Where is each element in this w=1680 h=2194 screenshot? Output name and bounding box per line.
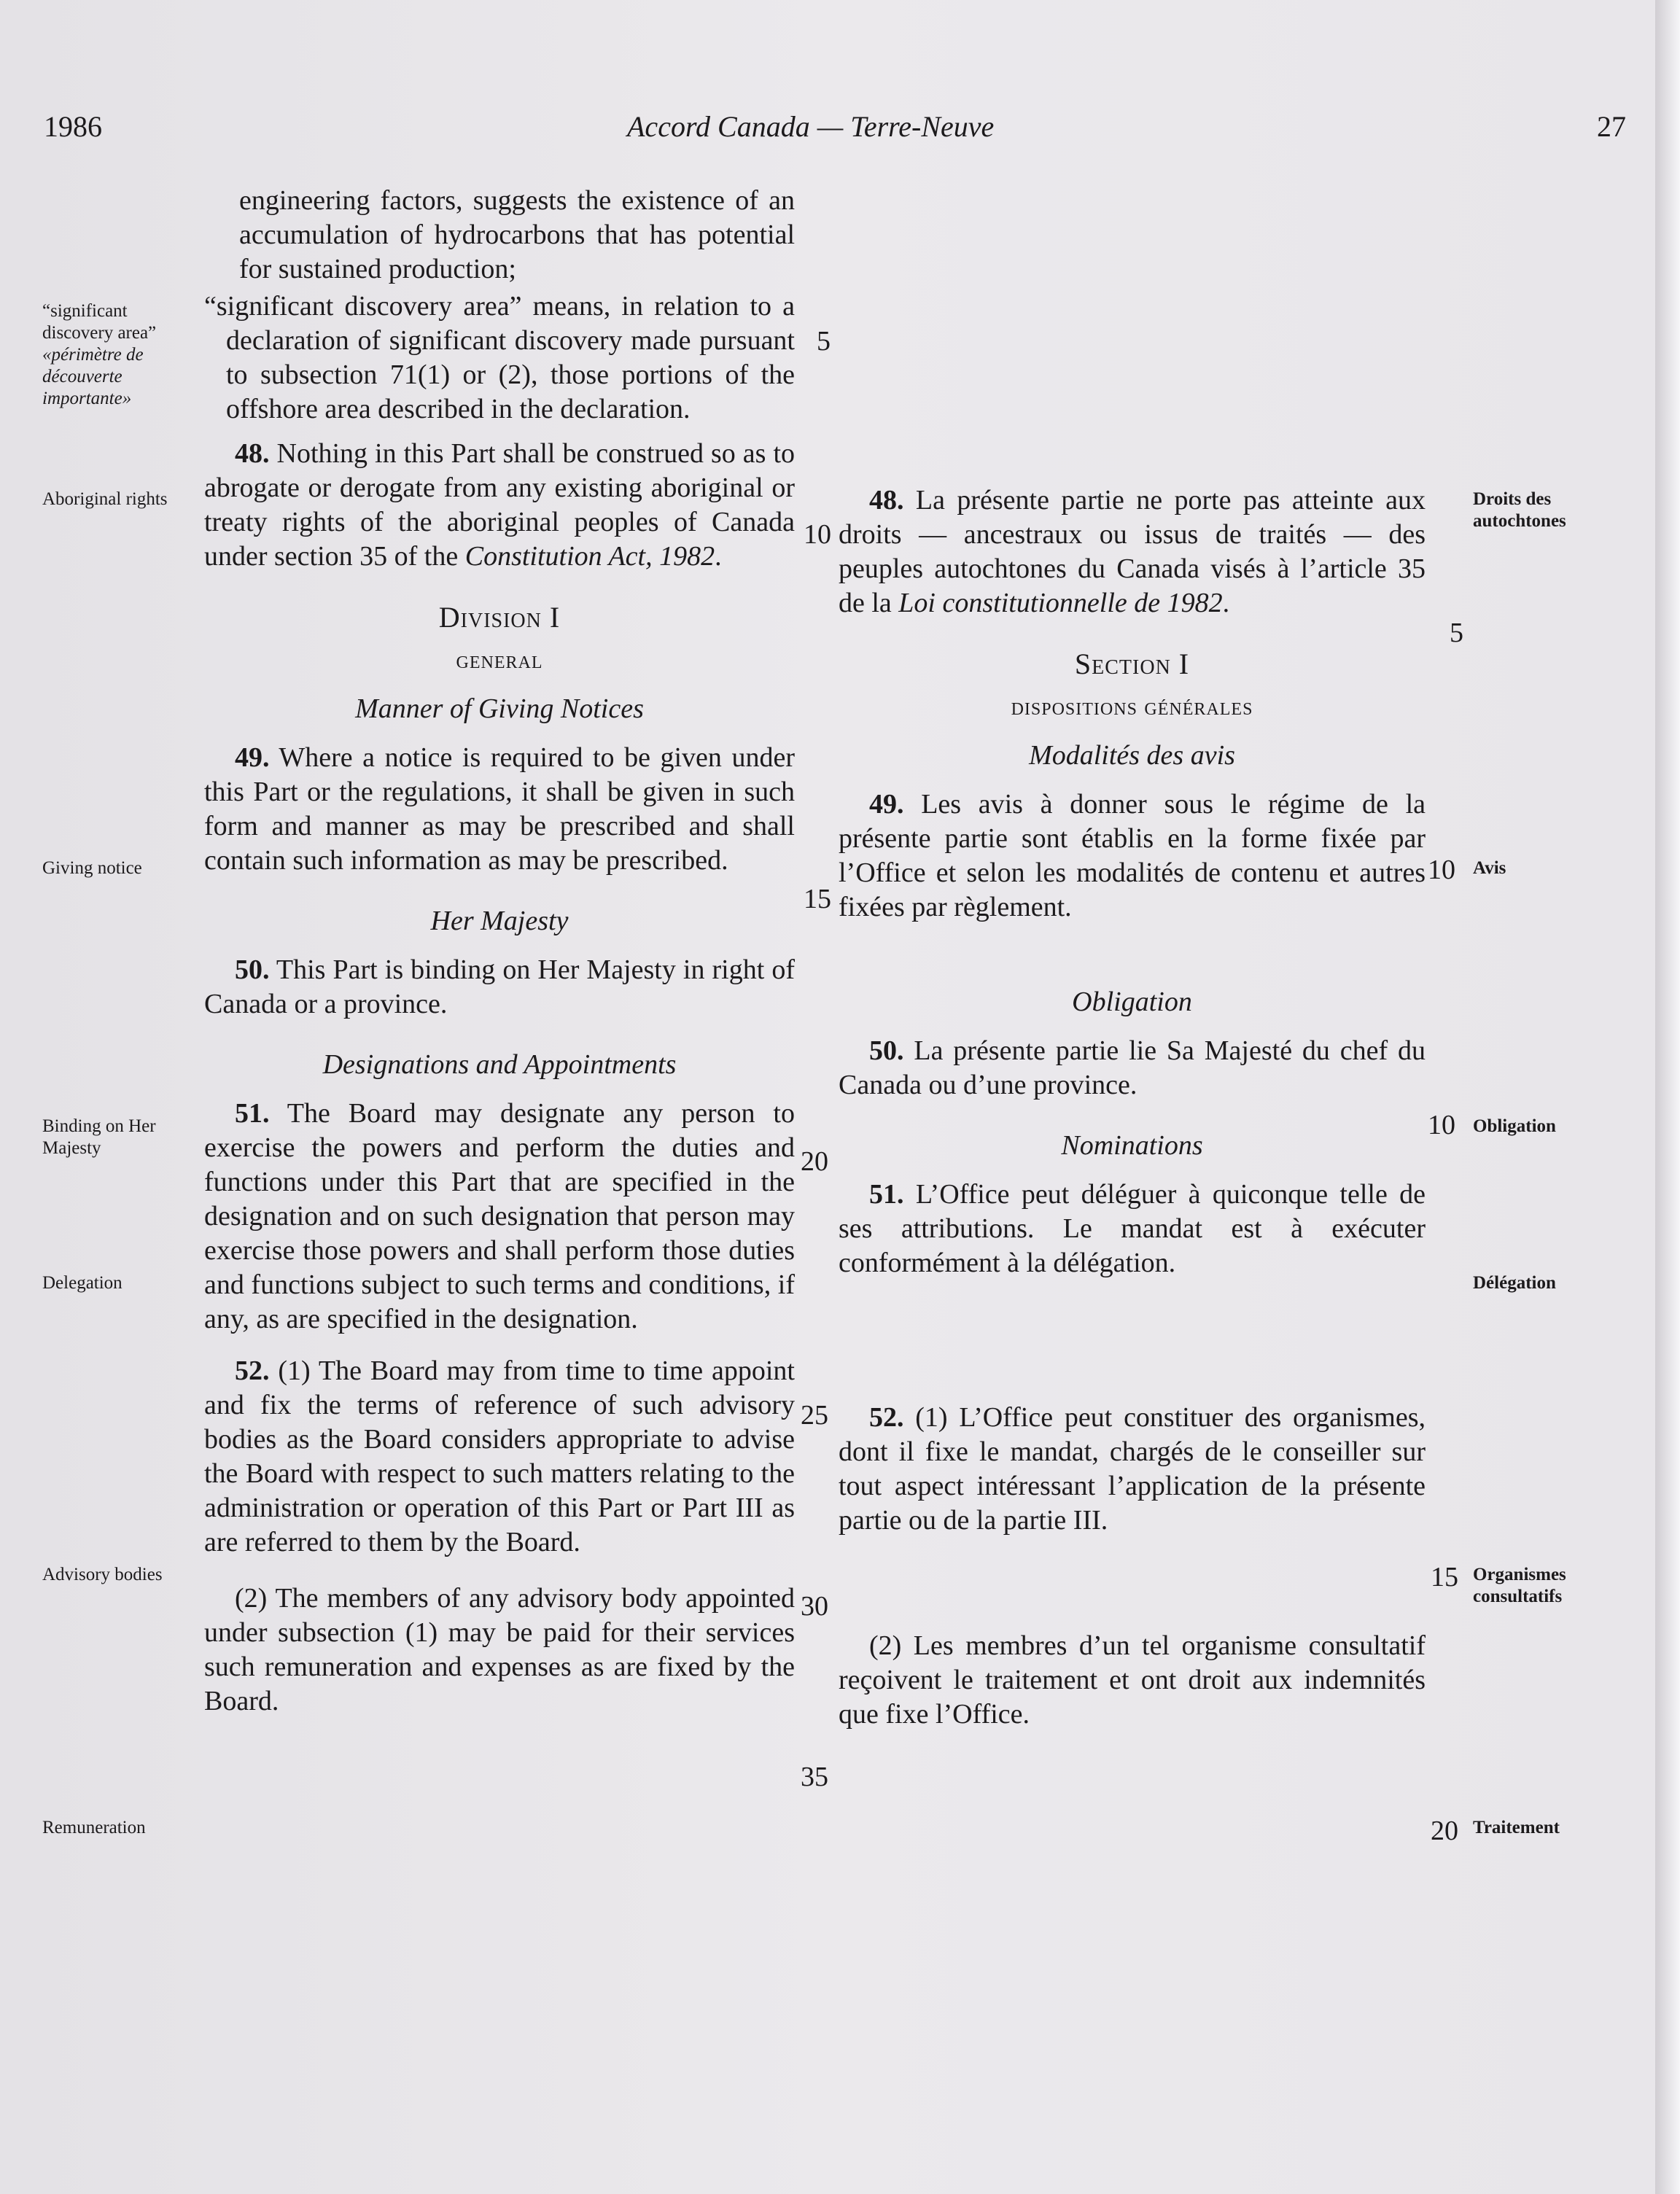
english-column xyxy=(204,184,795,1719)
margin-note-advisory: Advisory bodies xyxy=(42,1565,163,1584)
heading-majesty-en: Her Majesty xyxy=(430,906,569,936)
definition-significant-discovery-area: “significant discovery area” means, in relation to a declaration of significant discovery made pursuant to subsection 71(1) or (2), those portions of the offshore area described in the declaration. xyxy=(204,291,795,424)
section-number: 51. xyxy=(235,1098,270,1129)
margin-note-traitement: Traitement xyxy=(1473,1818,1560,1837)
page-number: 27 xyxy=(1597,110,1626,143)
section-text: La présente partie ne porte pas atteinte aux droits — ancestraux ou issus de traités — des peuples autochtones du Canada visés à l’article 35 de la xyxy=(839,485,1426,618)
line-number: 25 xyxy=(801,1400,828,1431)
line-number: 20 xyxy=(1431,1816,1458,1846)
heading-notices-fr: Modalités des avis xyxy=(1029,740,1235,771)
section-text: Where a notice is required to be given under this Part or the regulations, it shall be given in such form and manner as may be prescribed and shall contain such information as may be prescribed. xyxy=(204,742,795,876)
running-header xyxy=(44,109,1626,153)
line-number: 10 xyxy=(804,519,831,550)
general-heading-en: general xyxy=(456,647,543,674)
margin-note-organismes: Organismes consultatifs xyxy=(1473,1565,1566,1606)
section-number: 52. xyxy=(869,1402,904,1433)
margin-note-remuneration: Remuneration xyxy=(42,1818,146,1837)
section-52-2-en: (2) The members of any advisory body appointed under subsection (1) may be paid for their services such remuneration and expenses as are fixed by the Board. xyxy=(204,1583,795,1716)
section-text: La présente partie lie Sa Majesté du chef du Canada ou d’une province. xyxy=(839,1035,1426,1100)
line-number: 5 xyxy=(817,326,831,357)
margin-note-avis: Avis xyxy=(1473,858,1506,878)
section-51-fr xyxy=(839,1178,1426,1280)
section-52-en xyxy=(204,1354,795,1560)
section-number: 52. xyxy=(235,1355,270,1386)
section-number: 48. xyxy=(869,485,904,516)
heading-designations-en: Designations and Appointments xyxy=(322,1049,677,1080)
margin-note-delegation-fr: Délégation xyxy=(1473,1273,1556,1293)
division-heading-fr: Section I xyxy=(1074,647,1190,680)
french-column xyxy=(839,483,1426,1732)
section-text: Les avis à donner sous le régime de la présente partie sont établis en la forme fixée par l’Office et selon les modalités de contenu et autres fixées par règlement. xyxy=(839,789,1426,922)
header-title: Accord Canada — Terre-Neuve xyxy=(627,110,995,143)
section-text: Nothing in this Part shall be construed so as to abrogate or derogate from any existing aboriginal or treaty rights of the aboriginal peoples of Canada under section 35 of the xyxy=(204,438,796,572)
line-number: 30 xyxy=(801,1591,828,1622)
section-text: This Part is binding on Her Majesty in right of Canada or a province. xyxy=(204,954,795,1019)
page-edge xyxy=(1655,0,1680,2194)
section-number: 50. xyxy=(235,954,270,985)
line-number: 15 xyxy=(1431,1562,1458,1592)
section-50-fr xyxy=(839,1034,1426,1102)
section-number: 48. xyxy=(235,438,270,469)
line-number: 5 xyxy=(1450,618,1463,648)
section-49-en xyxy=(204,741,795,878)
section-text: (1) L’Office peut constituer des organismes, dont il fixe le mandat, chargés de le conseiller sur tout aspect intéressant l’application de la présente partie ou de la partie III. xyxy=(839,1402,1426,1536)
section-48-en xyxy=(204,437,795,574)
margin-note-text-fr: «périmètre de découverte importante» xyxy=(42,345,144,408)
margin-note-aboriginal-rights: Aboriginal rights xyxy=(42,489,168,509)
header-year: 1986 xyxy=(44,110,102,143)
margin-note-obligation: Obligation xyxy=(1473,1116,1556,1136)
section-number: 49. xyxy=(869,789,904,820)
margin-note-text: “significant discovery area” xyxy=(42,301,157,343)
line-number: 35 xyxy=(801,1762,828,1792)
section-number: 51. xyxy=(869,1179,904,1210)
section-number: 49. xyxy=(235,742,270,773)
section-50-en xyxy=(204,953,795,1022)
section-48-fr xyxy=(839,483,1426,621)
margin-note-significant-discovery xyxy=(42,300,195,410)
margin-note-delegation: Delegation xyxy=(42,1273,122,1293)
section-text: (1) The Board may from time to time appoint and fix the terms of reference of such advisory bodies as the Board considers appropriate to advise the Board with respect to such matters relating to the administration or operation of this Part or Part III as are referred to them by the Board. xyxy=(204,1355,795,1557)
definition-continuation: engineering factors, suggests the existence of an accumulation of hydrocarbons that has potential for sustained production; xyxy=(239,185,795,284)
section-51-en xyxy=(204,1097,795,1337)
line-number: 15 xyxy=(804,884,831,914)
punctuation: . xyxy=(1222,588,1230,618)
line-number: 10 xyxy=(1428,1110,1455,1140)
line-number: 20 xyxy=(801,1146,828,1177)
heading-majesty-fr: Obligation xyxy=(1072,987,1192,1017)
general-heading-fr: dispositions générales xyxy=(1011,693,1253,720)
heading-notices-en: Manner of Giving Notices xyxy=(355,693,644,724)
act-title: Loi constitutionnelle de 1982 xyxy=(898,588,1223,618)
act-title: Constitution Act, 1982 xyxy=(464,541,715,572)
section-text: L’Office peut déléguer à quiconque telle de ses attributions. Le mandat est à exécuter conformément à la délégation. xyxy=(839,1179,1426,1278)
margin-note-giving-notice: Giving notice xyxy=(42,858,142,878)
section-52-fr xyxy=(839,1401,1426,1538)
section-49-fr xyxy=(839,787,1426,925)
section-text: The Board may designate any person to exercise the powers and perform the duties and functions under this Part that are specified in the designation and on such designation that person may exercise those powers and shall perform those duties and functions subject to such terms and conditions, if any, as are specified in the designation. xyxy=(204,1098,795,1334)
section-52-2-fr: (2) Les membres d’un tel organisme consultatif reçoivent le traitement et ont droit aux indemnités que fixe l’Office. xyxy=(839,1630,1426,1730)
section-number: 50. xyxy=(869,1035,904,1066)
punctuation: . xyxy=(715,541,722,572)
heading-designations-fr: Nominations xyxy=(1061,1130,1203,1161)
line-number: 10 xyxy=(1428,855,1455,885)
margin-note-droits: Droits des autochtones xyxy=(1473,489,1566,531)
division-heading-en: Division I xyxy=(438,601,561,634)
margin-note-binding: Binding on Her Majesty xyxy=(42,1116,156,1158)
